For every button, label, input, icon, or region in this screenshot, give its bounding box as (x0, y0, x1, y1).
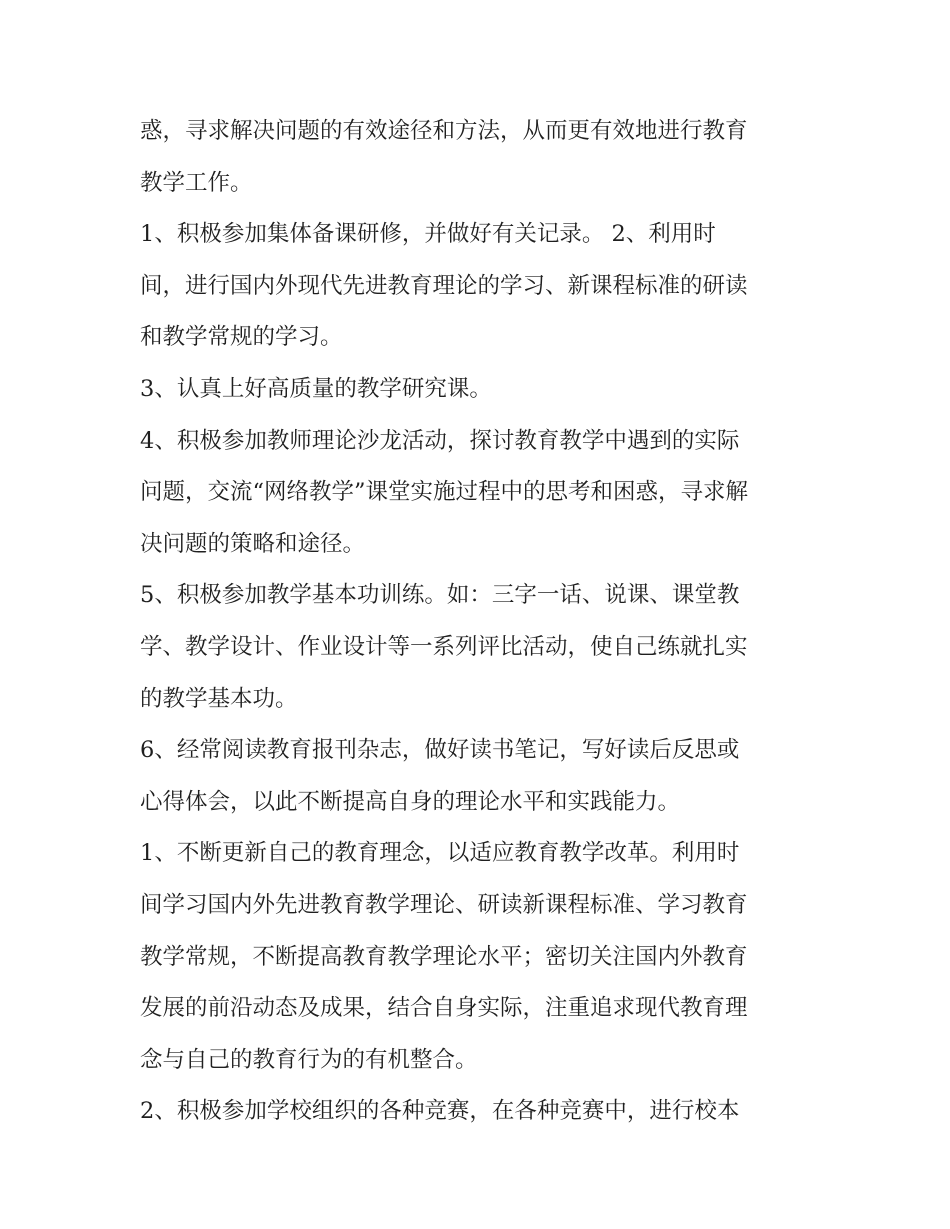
document-body (140, 106, 830, 1138)
text-line: 教学工作。 (140, 169, 253, 196)
text-line: 惑，寻求解决问题的有效途径和方法，从而更有效地进行教育 (140, 118, 748, 144)
text-line: 1、积极参加集体备课研修，并做好有关记录。 2、利用时 (140, 221, 716, 248)
text-line: 决问题的策略和途径。 (140, 530, 366, 557)
text-line: 教学常规，不断提高教育教学理论水平；密切关注国内外教育 (140, 943, 748, 970)
text-line: 6、经常阅读教育报刊杂志，做好读书笔记，写好读后反思或 (140, 737, 740, 764)
text-line: 间学习国内外先进教育教学理论、研读新课程标准、学习教育 (140, 891, 748, 918)
text-line: 间，进行国内外现代先进教育理论的学习、新课程标准的研读 (140, 272, 748, 299)
text-line: 1、不断更新自己的教育理念，以适应教育教学改革。利用时 (140, 840, 740, 867)
text-line: 2、积极参加学校组织的各种竞赛，在各种竞赛中，进行校本 (140, 1098, 740, 1125)
text-line: 4、积极参加教师理论沙龙活动，探讨教育教学中遇到的实际 (140, 427, 740, 454)
text-line: 问题，交流“网络教学”课堂实施过程中的思考和困惑，寻求解 (140, 479, 749, 506)
text-line: 学、教学设计、作业设计等一系列评比活动，使自己练就扎实 (140, 633, 748, 660)
text-line: 和教学常规的学习。 (140, 324, 343, 351)
text-line: 念与自己的教育行为的有机整合。 (140, 1046, 478, 1073)
text-line: 发展的前沿动态及成果，结合自身实际，注重追求现代教育理 (140, 995, 748, 1022)
text-line: 心得体会，以此不断提高自身的理论水平和实践能力。 (140, 788, 681, 815)
text-line: 5、积极参加教学基本功训练。如：三字一话、说课、课堂教 (140, 582, 740, 609)
text-line: 的教学基本功。 (140, 685, 298, 712)
text-line: 3、认真上好高质量的教学研究课。 (140, 375, 492, 402)
